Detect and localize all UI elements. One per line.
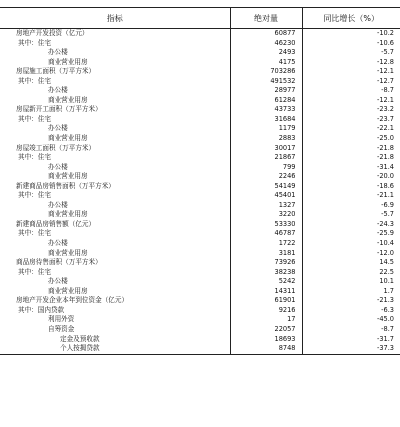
row-absolute-value: 60877 — [230, 29, 302, 39]
table-row — [0, 39, 400, 49]
row-yoy-growth: 14.5 — [302, 258, 400, 268]
row-absolute-value: 2883 — [230, 134, 302, 144]
row-absolute-value: 46230 — [230, 39, 302, 49]
row-indicator: 商业营业用房 — [48, 57, 88, 66]
row-yoy-growth: -5.7 — [302, 210, 400, 220]
row-yoy-growth: -8.7 — [302, 325, 400, 335]
row-indicator: 办公楼 — [48, 200, 68, 209]
row-indicator: 房屋施工面积（万平方米） — [16, 67, 96, 76]
table-row — [0, 296, 400, 306]
row-yoy-growth: -12.8 — [302, 58, 400, 68]
table-row — [0, 229, 400, 239]
row-indicator: 商业营业用房 — [48, 286, 88, 295]
row-indicator: 其中：住宅 — [18, 191, 51, 200]
table-row — [0, 220, 400, 230]
table-row — [0, 172, 400, 182]
row-absolute-value: 2246 — [230, 172, 302, 182]
row-yoy-growth: -24.3 — [302, 220, 400, 230]
row-indicator: 房屋竣工面积（万平方米） — [16, 143, 96, 152]
row-indicator: 商品房待售面积（万平方米） — [16, 258, 102, 267]
row-yoy-growth: -21.8 — [302, 144, 400, 154]
row-indicator: 房地产开发投资（亿元） — [16, 29, 89, 37]
row-yoy-growth: -12.1 — [302, 96, 400, 106]
row-yoy-growth: -21.1 — [302, 191, 400, 201]
row-yoy-growth: -37.3 — [302, 344, 400, 354]
row-absolute-value: 31684 — [230, 115, 302, 125]
row-yoy-growth: -10.2 — [302, 29, 400, 39]
row-absolute-value: 1179 — [230, 124, 302, 134]
row-indicator: 商业营业用房 — [48, 134, 88, 143]
row-indicator: 其中：住宅 — [18, 153, 51, 162]
row-yoy-growth: -25.0 — [302, 134, 400, 144]
table-row — [0, 105, 400, 115]
header-yoy-growth: 同比增长（%） — [302, 8, 400, 29]
table-row — [0, 58, 400, 68]
row-absolute-value: 1327 — [230, 201, 302, 211]
header-indicator: 指标 — [0, 8, 230, 29]
row-indicator: 新建商品房销售面积（万平方米） — [16, 181, 115, 190]
row-indicator: 办公楼 — [48, 162, 68, 171]
row-yoy-growth: -21.8 — [302, 153, 400, 163]
row-yoy-growth: -12.0 — [302, 249, 400, 259]
row-indicator: 自筹资金 — [48, 324, 75, 333]
row-indicator: 其中：住宅 — [18, 114, 51, 123]
row-absolute-value: 22057 — [230, 325, 302, 335]
row-absolute-value: 18693 — [230, 335, 302, 345]
row-indicator: 其中：住宅 — [18, 267, 51, 276]
table-row — [0, 344, 400, 354]
header-absolute-value: 绝对量 — [230, 8, 302, 29]
row-indicator: 商业营业用房 — [48, 95, 88, 104]
row-indicator: 办公楼 — [48, 86, 68, 95]
table-row — [0, 67, 400, 77]
row-yoy-growth: -23.2 — [302, 105, 400, 115]
row-absolute-value: 3220 — [230, 210, 302, 220]
row-absolute-value: 38238 — [230, 268, 302, 278]
table-row — [0, 77, 400, 87]
table-row — [0, 191, 400, 201]
row-indicator: 商业营业用房 — [48, 248, 88, 257]
row-indicator: 商业营业用房 — [48, 172, 88, 181]
row-yoy-growth: 1.7 — [302, 287, 400, 297]
real-estate-statistics-table — [0, 7, 400, 355]
row-yoy-growth: -10.6 — [302, 39, 400, 49]
row-absolute-value: 703286 — [230, 67, 302, 77]
row-yoy-growth: -20.0 — [302, 172, 400, 182]
row-absolute-value: 17 — [230, 315, 302, 325]
table-row — [0, 144, 400, 154]
row-absolute-value: 46787 — [230, 229, 302, 239]
row-absolute-value: 53330 — [230, 220, 302, 230]
row-indicator: 房屋新开工面积（万平方米） — [16, 105, 102, 114]
row-absolute-value: 1722 — [230, 239, 302, 249]
table-row — [0, 258, 400, 268]
table-row — [0, 210, 400, 220]
row-yoy-growth: -21.3 — [302, 296, 400, 306]
row-indicator: 办公楼 — [48, 124, 68, 133]
table-row — [0, 287, 400, 297]
row-yoy-growth: 22.5 — [302, 268, 400, 278]
row-absolute-value: 43733 — [230, 105, 302, 115]
row-indicator: 其中：国内贷款 — [18, 305, 65, 314]
row-yoy-growth: -25.9 — [302, 229, 400, 239]
row-absolute-value: 54149 — [230, 182, 302, 192]
row-indicator: 其中：住宅 — [18, 38, 51, 47]
row-indicator: 办公楼 — [48, 239, 68, 248]
row-indicator: 其中：住宅 — [18, 229, 51, 238]
table-body — [0, 29, 400, 355]
table-row — [0, 277, 400, 287]
row-indicator: 利用外资 — [48, 315, 75, 324]
table-row — [0, 268, 400, 278]
row-absolute-value: 4175 — [230, 58, 302, 68]
table-row — [0, 96, 400, 106]
table-row — [0, 134, 400, 144]
row-indicator: 定金及预收款 — [60, 334, 100, 343]
row-absolute-value: 8748 — [230, 344, 302, 354]
table-row — [0, 182, 400, 192]
row-indicator: 办公楼 — [48, 48, 68, 57]
table-row — [0, 124, 400, 134]
table-row — [0, 325, 400, 335]
row-absolute-value: 491532 — [230, 77, 302, 87]
table-row — [0, 315, 400, 325]
table-row — [0, 249, 400, 259]
row-absolute-value: 30017 — [230, 144, 302, 154]
row-absolute-value: 2493 — [230, 48, 302, 58]
row-yoy-growth: -23.7 — [302, 115, 400, 125]
row-absolute-value: 3181 — [230, 249, 302, 259]
row-absolute-value: 21867 — [230, 153, 302, 163]
row-yoy-growth: -6.3 — [302, 306, 400, 316]
row-indicator: 商业营业用房 — [48, 210, 88, 219]
row-yoy-growth: 10.1 — [302, 277, 400, 287]
table-row — [0, 335, 400, 345]
row-indicator: 其中：住宅 — [18, 76, 51, 85]
row-yoy-growth: -5.7 — [302, 48, 400, 58]
row-yoy-growth: -31.4 — [302, 163, 400, 173]
table-row — [0, 48, 400, 58]
row-yoy-growth: -6.9 — [302, 201, 400, 211]
row-absolute-value: 799 — [230, 163, 302, 173]
row-yoy-growth: -45.0 — [302, 315, 400, 325]
row-absolute-value: 14311 — [230, 287, 302, 297]
table-row — [0, 306, 400, 316]
row-yoy-growth: -31.7 — [302, 335, 400, 345]
row-yoy-growth: -10.4 — [302, 239, 400, 249]
row-yoy-growth: -12.1 — [302, 67, 400, 77]
row-indicator: 个人按揭贷款 — [0, 344, 230, 354]
table-row — [0, 239, 400, 249]
table-row — [0, 29, 400, 39]
row-absolute-value: 61284 — [230, 96, 302, 106]
table-row — [0, 163, 400, 173]
row-yoy-growth: -12.7 — [302, 77, 400, 87]
row-absolute-value: 28977 — [230, 86, 302, 96]
row-absolute-value: 45401 — [230, 191, 302, 201]
row-indicator: 新建商品房销售额（亿元） — [16, 219, 96, 228]
table-header-row — [0, 8, 400, 29]
row-indicator: 办公楼 — [48, 277, 68, 286]
row-indicator: 房地产开发企业本年到位资金（亿元） — [16, 296, 129, 305]
row-absolute-value: 5242 — [230, 277, 302, 287]
row-absolute-value: 61901 — [230, 296, 302, 306]
table-row — [0, 86, 400, 96]
row-absolute-value: 73926 — [230, 258, 302, 268]
table-row — [0, 115, 400, 125]
row-yoy-growth: -22.1 — [302, 124, 400, 134]
table-row — [0, 153, 400, 163]
row-yoy-growth: -18.6 — [302, 182, 400, 192]
table-row — [0, 201, 400, 211]
row-absolute-value: 9216 — [230, 306, 302, 316]
row-yoy-growth: -8.7 — [302, 86, 400, 96]
